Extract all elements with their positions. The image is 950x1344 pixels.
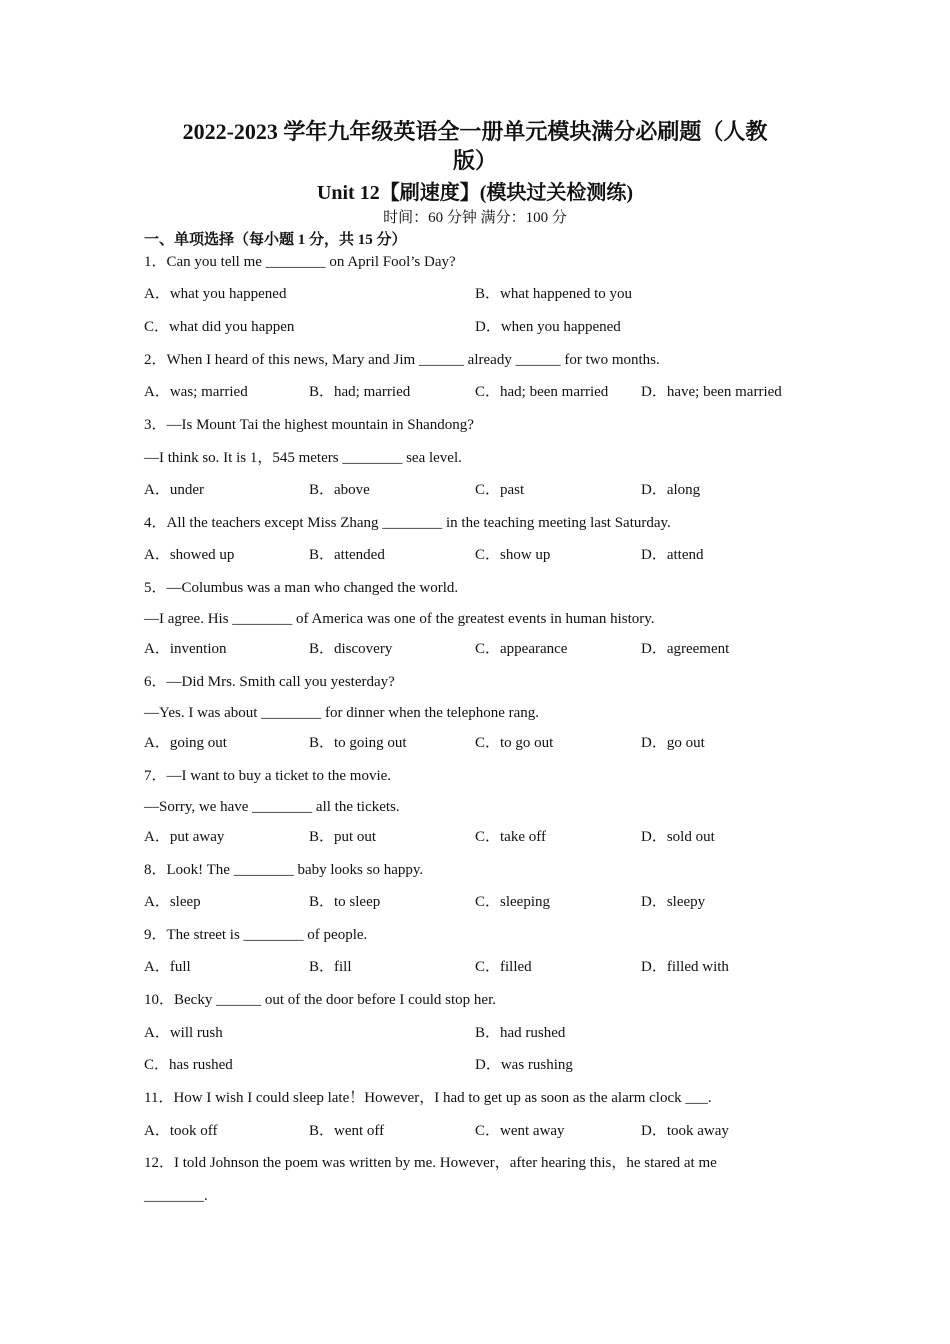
option-b: B．went off bbox=[309, 1123, 385, 1139]
option-b: B．above bbox=[309, 482, 370, 498]
question-stem-continued: —Sorry, we have ________ all the tickets. bbox=[144, 799, 400, 815]
option-b: B．had; married bbox=[309, 384, 411, 400]
option-a: A．showed up bbox=[144, 547, 235, 563]
question-stem-continued: —Yes. I was about ________ for dinner when the telephone rang. bbox=[144, 705, 540, 721]
option-d: D．was rushing bbox=[475, 1057, 573, 1073]
document-subtitle: Unit 12【刷速度】(模块过关检测练) bbox=[316, 182, 634, 204]
option-c: C．take off bbox=[475, 829, 546, 845]
option-d: D．agreement bbox=[641, 641, 730, 657]
option-c: C．filled bbox=[475, 959, 532, 975]
option-a: A．will rush bbox=[144, 1025, 223, 1041]
option-d: D．have; been married bbox=[641, 384, 782, 400]
document-title-line1: 2022-2023 学年九年级英语全一册单元模块满分必刷题（人教 bbox=[182, 119, 768, 144]
question-stem: 3．—Is Mount Tai the highest mountain in Shandong? bbox=[144, 417, 474, 433]
document-title-line2: 版） bbox=[452, 148, 497, 173]
option-b: B．had rushed bbox=[475, 1025, 566, 1041]
question-stem: 10．Becky ______ out of the door before I could stop her. bbox=[144, 992, 497, 1008]
question-stem: 5．—Columbus was a man who changed the world. bbox=[144, 580, 459, 596]
option-a: A．full bbox=[144, 959, 191, 975]
option-d: D．when you happened bbox=[475, 319, 621, 335]
option-d: D．attend bbox=[641, 547, 704, 563]
question-stem: 9．The street is ________ of people. bbox=[144, 927, 368, 943]
option-c: C．had; been married bbox=[475, 384, 609, 400]
question-stem: 2．When I heard of this news, Mary and Jim ______ already ______ for two months. bbox=[144, 352, 660, 368]
option-a: A．took off bbox=[144, 1123, 218, 1139]
question-stem-continued: ________. bbox=[144, 1188, 208, 1204]
option-c: C．show up bbox=[475, 547, 551, 563]
question-stem: 11．How I wish I could sleep late！However，I had to get up as soon as the alarm clock ___. bbox=[144, 1090, 712, 1106]
option-a: A．sleep bbox=[144, 894, 201, 910]
option-b: B．fill bbox=[309, 959, 352, 975]
option-c: C．past bbox=[475, 482, 525, 498]
option-c: C．what did you happen bbox=[144, 319, 295, 335]
option-d: D．along bbox=[641, 482, 701, 498]
option-a: A．invention bbox=[144, 641, 227, 657]
option-a: A．put away bbox=[144, 829, 225, 845]
option-b: B．put out bbox=[309, 829, 377, 845]
option-c: C．went away bbox=[475, 1123, 565, 1139]
option-d: D．filled with bbox=[641, 959, 729, 975]
question-stem: 6．—Did Mrs. Smith call you yesterday? bbox=[144, 674, 395, 690]
option-a: A．was; married bbox=[144, 384, 248, 400]
option-a: A．what you happened bbox=[144, 286, 287, 302]
option-a: A．going out bbox=[144, 735, 227, 751]
option-c: C．has rushed bbox=[144, 1057, 233, 1073]
question-stem: 12．I told Johnson the poem was written by me. However，after hearing this，he stared at me bbox=[144, 1155, 717, 1171]
option-b: B．discovery bbox=[309, 641, 393, 657]
section-heading: 一、单项选择（每小题 1 分，共 15 分） bbox=[144, 232, 407, 248]
option-b: B．what happened to you bbox=[475, 286, 633, 302]
question-stem-continued: —I think so. It is 1，545 meters ________ sea level. bbox=[144, 450, 462, 466]
option-d: D．took away bbox=[641, 1123, 729, 1139]
option-b: B．to sleep bbox=[309, 894, 381, 910]
option-c: C．sleeping bbox=[475, 894, 550, 910]
option-b: B．attended bbox=[309, 547, 385, 563]
option-d: D．go out bbox=[641, 735, 705, 751]
question-stem: 4．All the teachers except Miss Zhang ________ in the teaching meeting last Saturday. bbox=[144, 515, 671, 531]
option-b: B．to going out bbox=[309, 735, 407, 751]
option-d: D．sold out bbox=[641, 829, 715, 845]
option-d: D．sleepy bbox=[641, 894, 706, 910]
exam-meta: 时间：60 分钟 满分：100 分 bbox=[383, 210, 567, 226]
question-stem: 1．Can you tell me ________ on April Fool’s Day? bbox=[144, 254, 456, 270]
option-c: C．appearance bbox=[475, 641, 568, 657]
question-stem: 8．Look! The ________ baby looks so happy. bbox=[144, 862, 424, 878]
option-c: C．to go out bbox=[475, 735, 554, 751]
question-stem: 7．—I want to buy a ticket to the movie. bbox=[144, 768, 392, 784]
option-a: A．under bbox=[144, 482, 204, 498]
question-stem-continued: —I agree. His ________ of America was one of the greatest events in human history. bbox=[144, 611, 655, 627]
